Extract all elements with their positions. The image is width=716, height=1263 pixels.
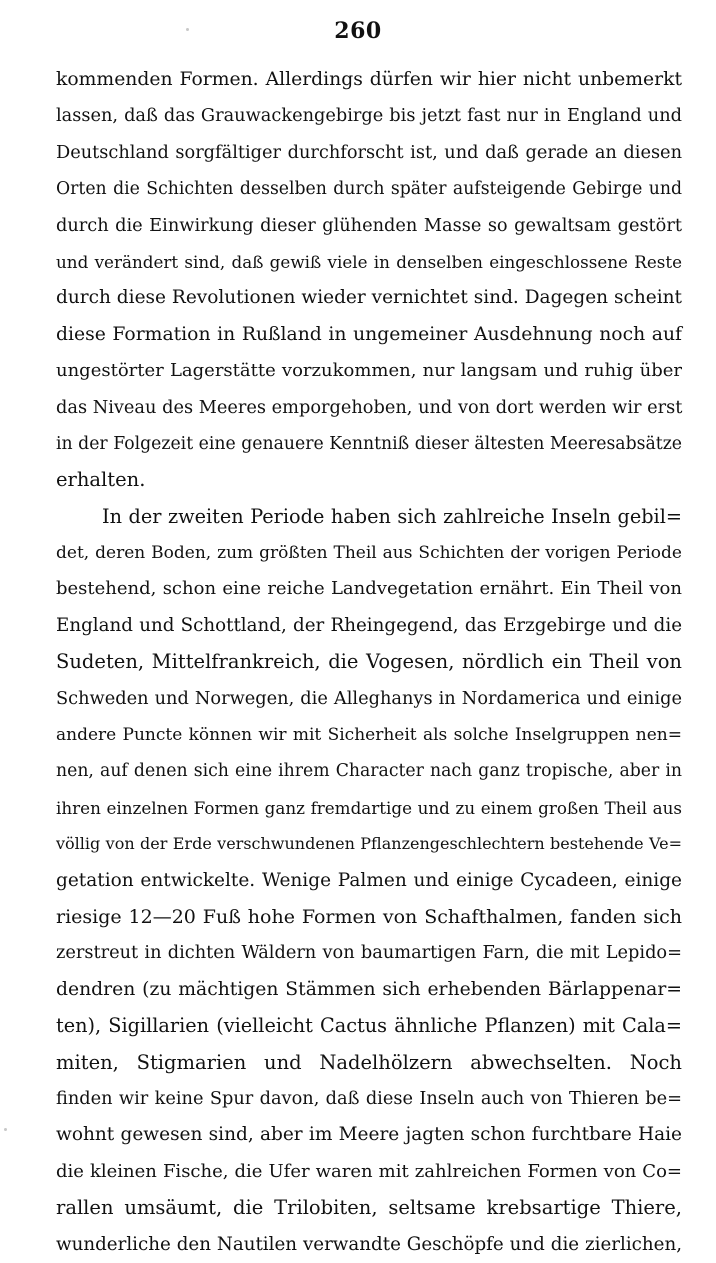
text-line: dendren (zu mächtigen Stämmen sich erhebenden Bärlappenar= <box>56 978 682 1000</box>
text-line: Orten die Schichten desselben durch später aufsteigende Gebirge und <box>56 179 682 200</box>
text-line: Schweden und Norwegen, die Alleghanys in Nordamerica und einige <box>56 688 682 709</box>
paragraph-1 <box>56 62 682 499</box>
text-line: kommenden Formen. Allerdings dürfen wir hier nicht unbemerkt <box>56 69 682 90</box>
text-line: diese Formation in Rußland in ungemeiner Ausdehnung noch auf <box>56 323 682 345</box>
paper-speck <box>4 1128 7 1131</box>
text-line: wohnt gewesen sind, aber im Meere jagten schon furchtbare Haie <box>56 1124 682 1146</box>
text-line: ihren einzelnen Formen ganz fremdartige und zu einem großen Theil aus <box>56 797 682 818</box>
text-line: finden wir keine Spur davon, daß diese Inseln auch von Thieren be= <box>56 1088 682 1109</box>
body-text <box>56 62 682 1263</box>
text-line: nen, auf denen sich eine ihrem Character nach ganz tropische, aber in <box>56 761 682 782</box>
text-line: durch diese Revolutionen wieder vernichtet sind. Dagegen scheint <box>56 287 682 309</box>
text-line: rallen umsäumt, die Trilobiten, seltsame krebsartige Thiere, <box>56 1196 682 1220</box>
text-line: und verändert sind, daß gewiß viele in denselben eingeschlossene Reste <box>56 251 682 272</box>
text-line: ungestörter Lagerstätte vorzukommen, nur langsam und ruhig über <box>56 360 682 382</box>
text-line: Deutschland sorgfältiger durchforscht ist, und daß gerade an diesen <box>56 142 682 163</box>
page-number: 260 <box>334 18 382 44</box>
text-line: getation entwickelte. Wenige Palmen und einige Cycadeen, einige <box>56 869 682 891</box>
text-line: riesige 12—20 Fuß hohe Formen von Schafthalmen, fanden sich <box>56 905 682 928</box>
text-line: erhalten. <box>56 468 146 492</box>
text-line: miten, Stigmarien und Nadelhölzern abwechselten. Noch <box>56 1050 682 1074</box>
text-line: ten), Sigillarien (vielleicht Cactus ähnliche Pflanzen) mit Cala= <box>56 1014 682 1038</box>
text-line: in der Folgezeit eine genauere Kenntniß dieser ältesten Meeresabsätze <box>56 433 682 454</box>
text-line: det, deren Boden, zum größten Theil aus Schichten der vorigen Periode <box>56 543 682 564</box>
text-line: England und Schottland, der Rheingegend, das Erzgebirge und die <box>56 614 682 636</box>
text-line: In der zweiten Periode haben sich zahlreiche Inseln gebil= <box>102 504 682 528</box>
text-line: die kleinen Fische, die Ufer waren mit zahlreichen Formen von Co= <box>56 1160 682 1182</box>
text-line: andere Puncte können wir mit Sicherheit als solche Inselgruppen nen= <box>56 725 682 746</box>
text-line: Sudeten, Mittelfrankreich, die Vogesen, nördlich ein Theil von <box>56 650 682 674</box>
text-line: völlig von der Erde verschwundenen Pflanzengeschlechtern bestehende Ve= <box>56 834 682 854</box>
text-line: durch die Einwirkung dieser glühenden Masse so gewaltsam gestört <box>56 215 682 236</box>
text-line: zerstreut in dichten Wäldern von baumartigen Farn, die mit Lepido= <box>56 943 682 964</box>
text-line: wunderliche den Nautilen verwandte Geschöpfe und die zierlichen, <box>56 1233 682 1255</box>
text-line: lassen, daß das Grauwackengebirge bis jetzt fast nur in England und <box>56 106 682 127</box>
text-line: das Niveau des Meeres emporgehoben, und von dort werden wir erst <box>56 397 683 418</box>
paragraph-2 <box>56 499 682 1263</box>
text-line: bestehend, schon eine reiche Landvegetation ernährt. Ein Theil von <box>56 578 682 600</box>
